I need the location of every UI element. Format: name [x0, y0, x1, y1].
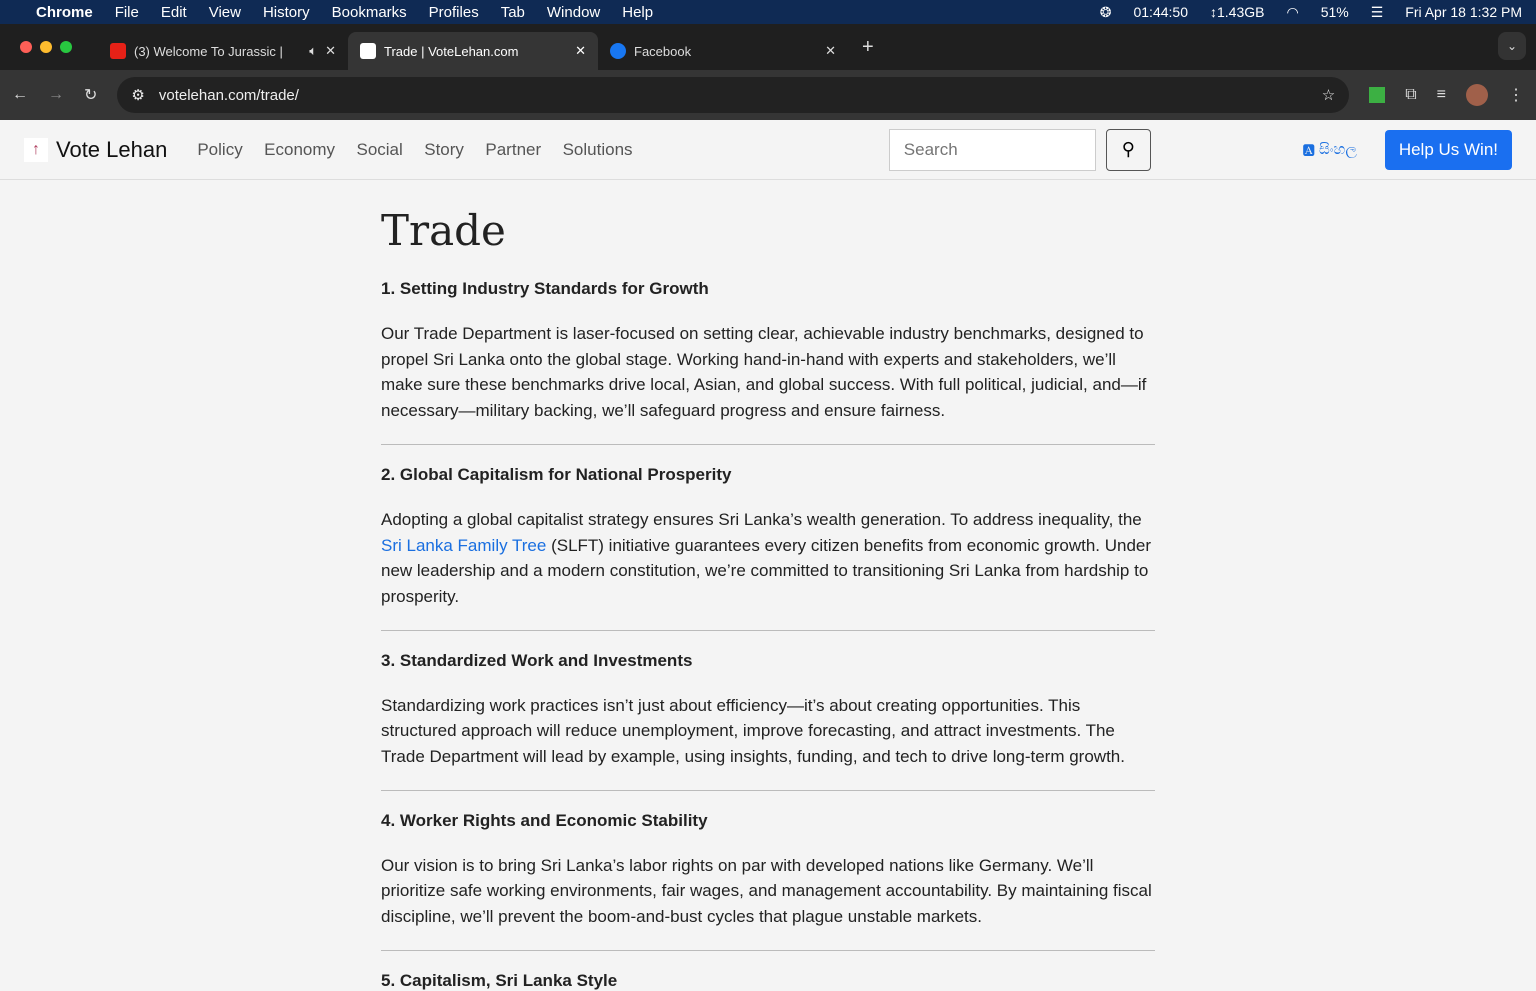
votelehan-icon	[360, 43, 376, 59]
menu-history[interactable]: History	[262, 3, 310, 21]
menu-window[interactable]: Window	[546, 3, 601, 21]
nav-partner[interactable]: Partner	[485, 139, 542, 159]
speaker-icon[interactable]: 🔈︎	[309, 43, 318, 58]
timer-status[interactable]: 01:44:50	[1133, 4, 1188, 20]
profile-avatar[interactable]	[1466, 84, 1488, 106]
facebook-icon	[610, 43, 626, 59]
menu-edit[interactable]: Edit	[160, 3, 187, 21]
divider	[381, 790, 1155, 791]
chrome-menu-icon[interactable]: ⋮	[1508, 87, 1524, 104]
close-tab-icon[interactable]: ✕	[825, 43, 836, 58]
tab-youtube[interactable]	[98, 32, 348, 70]
logo-arrow-icon: ↑	[24, 138, 48, 162]
toolbar	[0, 70, 1536, 120]
search-icon: ⚲	[1121, 139, 1135, 159]
nav-story[interactable]: Story	[424, 139, 464, 159]
menu-app[interactable]: Chrome	[36, 3, 93, 21]
section-heading: 2. Global Capitalism for National Prosperity	[381, 464, 732, 484]
text: Adopting a global capitalist strategy ensures Sri Lanka’s wealth generation. To address inequality, the	[381, 509, 1142, 529]
nav-economy[interactable]: Economy	[264, 139, 336, 159]
menu-bookmarks[interactable]: Bookmarks	[331, 3, 407, 21]
section-heading: 4. Worker Rights and Economic Stability	[381, 810, 708, 830]
divider	[381, 630, 1155, 631]
zoom-window-button[interactable]	[60, 41, 72, 53]
slft-link[interactable]: Sri Lanka Family Tree	[381, 535, 547, 555]
nav-social[interactable]: Social	[356, 139, 403, 159]
tab-facebook[interactable]	[598, 32, 848, 70]
chatgpt-icon[interactable]: ❂	[1099, 3, 1112, 20]
nav-solutions[interactable]: Solutions	[562, 139, 633, 159]
article	[381, 206, 1155, 991]
close-tab-icon[interactable]: ✕	[325, 43, 336, 58]
help-us-win-button[interactable]: Help Us Win!	[1385, 130, 1512, 170]
translate-icon: 🅰	[1302, 141, 1319, 158]
site-info-icon[interactable]: ⚙	[131, 87, 145, 104]
menu-file[interactable]: File	[114, 3, 139, 21]
search-form	[889, 129, 1151, 171]
page-title: Trade	[381, 206, 506, 255]
site-logo[interactable]	[24, 137, 167, 163]
search-button[interactable]	[1106, 129, 1151, 171]
new-tab-button[interactable]: +	[862, 35, 874, 58]
tab-title: (3) Welcome To Jurassic |	[134, 43, 283, 59]
reload-icon[interactable]: ↻	[84, 87, 98, 104]
section-heading: 3. Standardized Work and Investments	[381, 650, 693, 670]
language-label: සිංහල	[1318, 141, 1357, 158]
menu-profiles[interactable]: Profiles	[428, 3, 479, 21]
tab-title: Trade | VoteLehan.com	[384, 43, 519, 59]
url-text[interactable]: votelehan.com/trade/	[158, 86, 299, 104]
macos-menubar	[0, 0, 1536, 24]
address-bar[interactable]	[117, 77, 1349, 113]
close-tab-icon[interactable]: ✕	[575, 43, 586, 58]
section-body: Our vision is to bring Sri Lanka’s labor rights on par with developed nations like Germany. We’ll prioritize safe working environments, fair wages, and management accountability. By maintaining fiscal discipline, we’ll prevent the boom-and-bust cycles that plague unstable markets.	[381, 855, 1152, 927]
reading-list-icon[interactable]: ≡	[1436, 86, 1446, 103]
divider	[381, 444, 1155, 445]
tab-strip	[0, 24, 1536, 70]
language-switch[interactable]	[1303, 141, 1357, 158]
brand-name: Vote Lehan	[56, 136, 168, 162]
close-window-button[interactable]	[20, 41, 32, 53]
search-input[interactable]	[889, 129, 1096, 171]
youtube-icon	[110, 43, 126, 59]
menu-help[interactable]: Help	[622, 3, 654, 21]
section-heading: 5. Capitalism, Sri Lanka Style	[381, 970, 618, 990]
wifi-icon[interactable]: ◠	[1286, 3, 1299, 20]
tab-trade[interactable]	[348, 32, 598, 70]
nav-policy[interactable]: Policy	[197, 139, 243, 159]
control-center-icon[interactable]: ☰	[1370, 3, 1384, 20]
menu-view[interactable]: View	[208, 3, 241, 21]
battery-status[interactable]: 51%	[1320, 4, 1349, 20]
main-nav	[197, 140, 649, 160]
memory-status[interactable]: ↕1.43GB	[1209, 4, 1265, 20]
divider	[381, 950, 1155, 951]
section-body: Standardizing work practices isn’t just about efficiency—it’s about creating opportunities. This structured approach will reduce unemployment, improve forecasting, and attract investments. The Trade Department will lead by example, using insights, funding, and tech to drive long-term growth.	[381, 695, 1125, 767]
tab-search-button[interactable]: ⌄	[1498, 32, 1526, 60]
site-navbar	[0, 120, 1536, 180]
section-body	[381, 507, 1155, 610]
section-body: Our Trade Department is laser-focused on setting clear, achievable industry benchmarks, designed to propel Sri Lanka onto the global stage. Working hand-in-hand with experts and stakeholders, we’ll make sure these benchmarks drive local, Asian, and global success. With full political, judicial, and—if necessary—military backing, we’ll safeguard progress and ensure fairness.	[381, 324, 1147, 421]
datetime[interactable]: Fri Apr 18 1:32 PM	[1405, 4, 1522, 20]
minimize-window-button[interactable]	[40, 41, 52, 53]
window-controls	[20, 41, 72, 53]
section-heading: 1. Setting Industry Standards for Growth	[381, 279, 709, 298]
text: (SLFT) initiative guarantees every citizen benefits from economic growth. Under new leadership and a modern constitution, we’re committed to transitioning Sri Lanka from hardship to prosperity.	[381, 535, 1152, 606]
extensions-puzzle-icon[interactable]: ⧉	[1405, 86, 1417, 103]
bookmark-star-icon[interactable]: ☆	[1321, 87, 1336, 104]
tab-title: Facebook	[634, 43, 692, 59]
forward-icon[interactable]: →	[48, 86, 64, 103]
extension-icon[interactable]	[1369, 87, 1385, 103]
back-icon[interactable]: ←	[12, 86, 28, 103]
menu-tab[interactable]: Tab	[500, 3, 525, 21]
